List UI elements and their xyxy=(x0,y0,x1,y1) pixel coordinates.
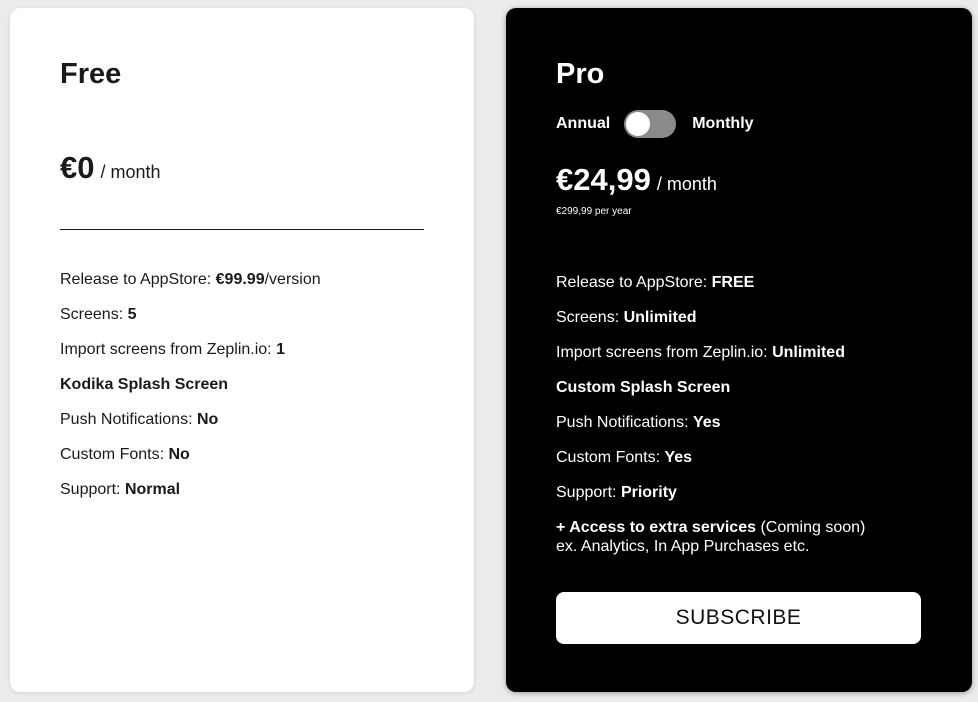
pro-price-amount: €24,99 xyxy=(556,162,651,197)
feature-item-fonts: Custom Fonts: No xyxy=(60,446,190,463)
free-price-amount: €0 xyxy=(60,150,95,185)
feature-item-release: Release to AppStore: FREE xyxy=(556,274,755,291)
toggle-knob[interactable] xyxy=(626,112,650,136)
pro-feature-list xyxy=(556,273,845,518)
feature-item-support: Support: Priority xyxy=(556,484,677,501)
feature-item-zeplin: Import screens from Zeplin.io: Unlimited xyxy=(556,344,845,361)
feature-item-screens: Screens: 5 xyxy=(60,306,137,323)
feature-item-splash: Kodika Splash Screen xyxy=(60,376,229,393)
free-price-period: / month xyxy=(100,162,161,182)
pro-price-period: / month xyxy=(656,174,717,194)
feature-item-screens: Screens: Unlimited xyxy=(556,309,697,326)
billing-period-toggle[interactable] xyxy=(624,110,676,138)
billing-period-toggle-row xyxy=(556,110,754,138)
extra-services-detail: ex. Analytics, In App Purchases etc. xyxy=(556,538,810,555)
free-plan-card xyxy=(10,8,474,692)
free-plan-price xyxy=(60,150,161,186)
pro-plan-price xyxy=(556,162,717,198)
extra-services-note: (Coming soon) xyxy=(756,519,866,536)
feature-item-push: Push Notifications: No xyxy=(60,411,219,428)
extra-services-title: + Access to extra services xyxy=(556,519,756,536)
free-plan-divider xyxy=(60,229,424,230)
extra-services-text xyxy=(556,518,865,556)
monthly-label[interactable]: Monthly xyxy=(692,115,754,132)
annual-label[interactable]: Annual xyxy=(556,115,611,132)
feature-item-support: Support: Normal xyxy=(60,481,181,498)
feature-item-release: Release to AppStore: €99.99/version xyxy=(60,271,321,288)
feature-item-fonts: Custom Fonts: Yes xyxy=(556,449,693,466)
feature-item-push: Push Notifications: Yes xyxy=(556,414,721,431)
feature-item-splash: Custom Splash Screen xyxy=(556,379,731,396)
pro-annual-price-note: €299,99 per year xyxy=(556,206,632,217)
free-plan-title: Free xyxy=(60,58,122,90)
feature-item-zeplin: Import screens from Zeplin.io: 1 xyxy=(60,341,285,358)
free-feature-list xyxy=(60,270,321,515)
pro-plan-title: Pro xyxy=(556,58,605,90)
subscribe-button[interactable]: SUBSCRIBE xyxy=(556,592,921,644)
pro-plan-card xyxy=(506,8,972,692)
